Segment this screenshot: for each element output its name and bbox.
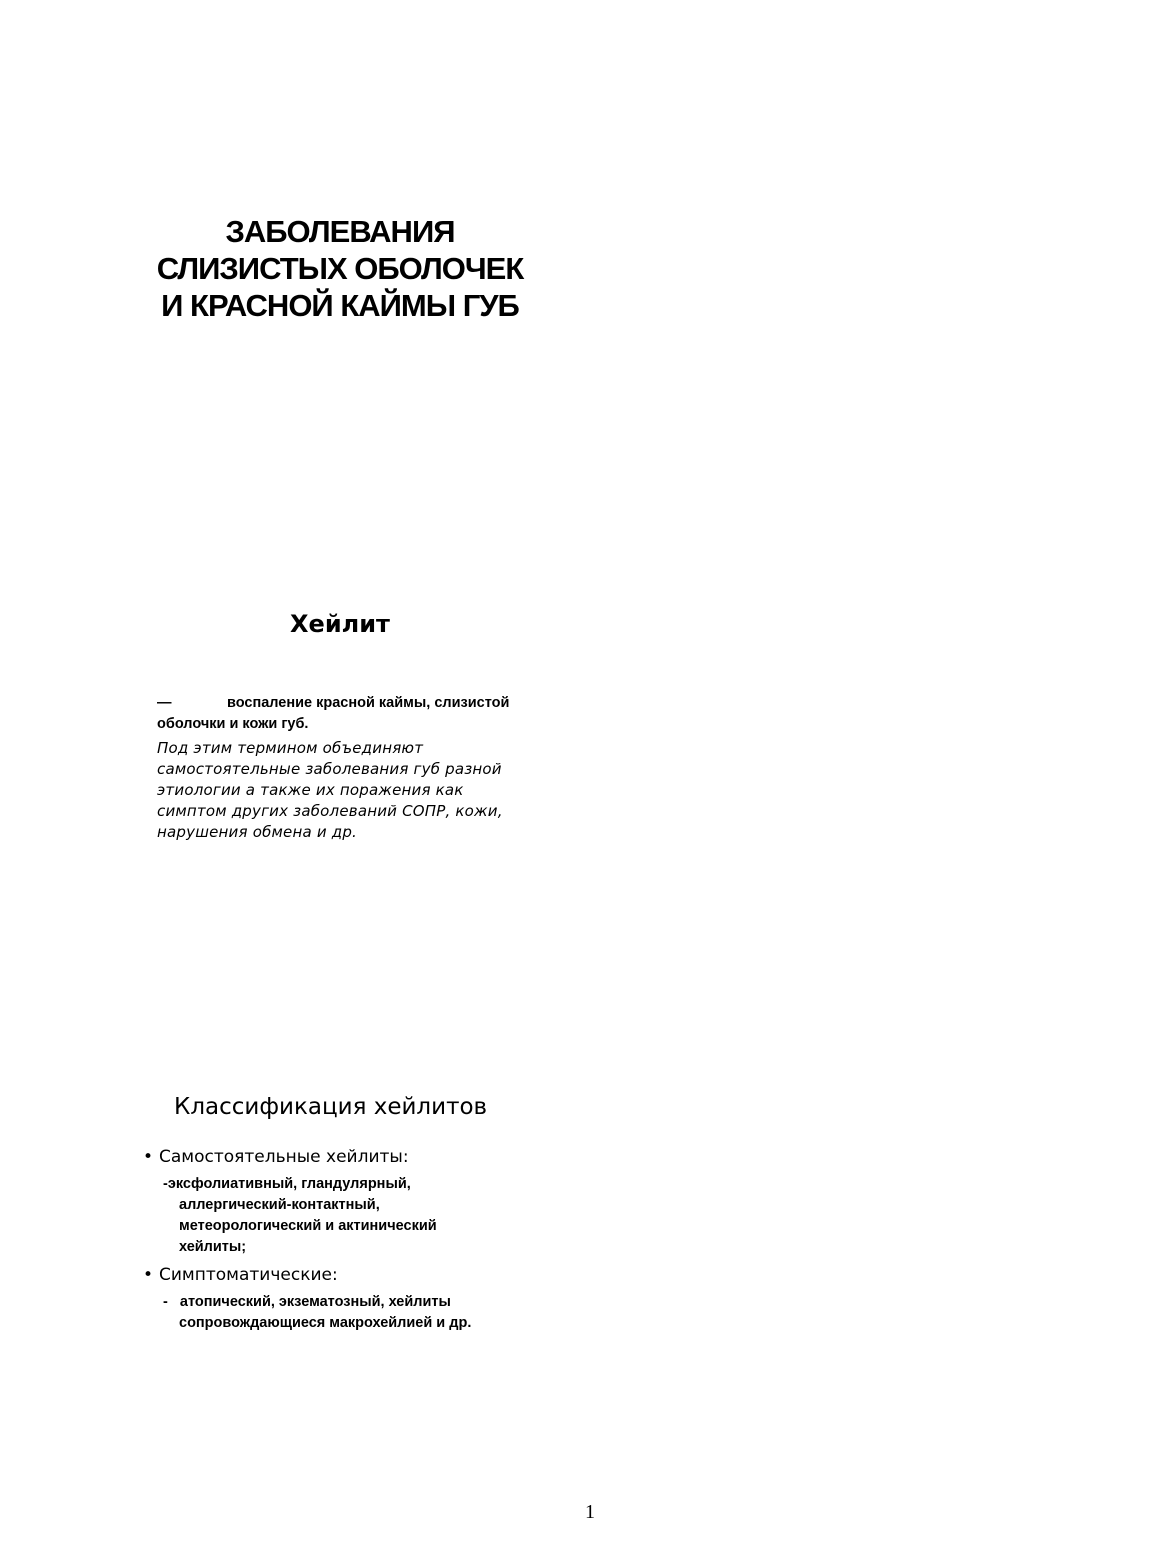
definition-line: оболочки и кожи губ. (157, 716, 309, 732)
slide1-title-line: ЗАБОЛЕВАНИЯ (225, 214, 455, 249)
bullet-detail-line: метеорологический и актинический (179, 1218, 437, 1234)
bullet-detail-line: -эксфолиативный, гландулярный, (163, 1176, 411, 1192)
bullet-details (163, 1292, 563, 1334)
bullet-label: Самостоятельные хейлиты: (159, 1147, 409, 1167)
description-line: нарушения обмена и др. (157, 823, 358, 841)
definition (157, 693, 547, 735)
bullet-item (143, 1146, 563, 1168)
bullet-symbol: • (143, 1147, 154, 1167)
bullet-item (143, 1264, 563, 1286)
page-number: 1 (585, 1501, 595, 1523)
description (157, 738, 547, 843)
slide2-title: Хейлит (290, 610, 390, 638)
slide1-title (120, 213, 560, 324)
bullet-detail-line: хейлиты; (179, 1239, 247, 1255)
bullet-detail-line: - атопический, экзематозный, хейлиты (163, 1294, 451, 1310)
bullet-label: Симптоматические: (159, 1265, 338, 1285)
description-line: Под этим термином объединяют (157, 739, 424, 757)
definition-dash: — (157, 695, 172, 711)
bullet-details (163, 1174, 563, 1258)
bullet-detail-line: аллергический-контактный, (179, 1197, 380, 1213)
slide1-title-line: СЛИЗИСТЫХ ОБОЛОЧЕК (156, 251, 524, 286)
description-line: самостоятельные заболевания губ разной (157, 760, 502, 778)
description-line: этиологии а также их поражения как (157, 781, 464, 799)
slide3-title: Классификация хейлитов (174, 1094, 488, 1120)
definition-line: воспаление красной каймы, слизистой (227, 695, 510, 711)
slide1-title-line: И КРАСНОЙ КАЙМЫ ГУБ (161, 288, 519, 323)
description-line: симптом других заболеваний СОПР, кожи, (157, 802, 503, 820)
bullet-symbol: • (143, 1265, 154, 1285)
bullet-detail-line: сопровождающиеся макрохейлией и др. (179, 1315, 472, 1331)
